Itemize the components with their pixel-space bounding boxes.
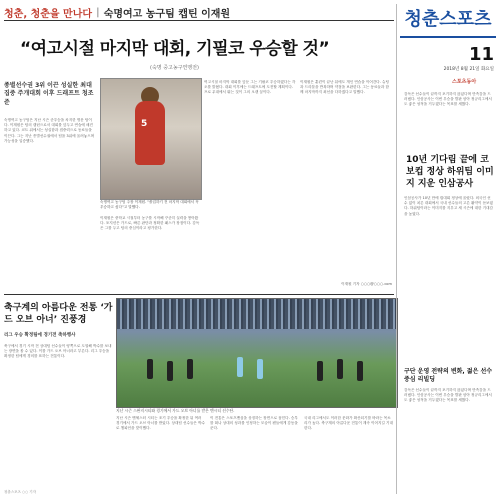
- article-subhead: 종별선수권 3위 이끈 성실한 최대집중 주개대회 이후 드래프트 청조준: [4, 82, 94, 106]
- section-header: [4, 4, 394, 21]
- player-photo: [100, 78, 202, 200]
- article-body-column: 이재원은 훈련이 끝난 뒤에도 개인 연습을 이어간다. 슈팅과 드리블을 반복하며 약점을 보완한다. 그는 동료들과 함께 마지막까지 최선을 다하겠다고 말했다.: [300, 80, 389, 95]
- article2-subhead: 리그 우승 확정팀에 경기전 축하행사: [4, 333, 76, 338]
- stadium-crowd: [117, 299, 397, 329]
- article2-body-column: 축구에서 경기 시작 전 상대팀 선수들이 양쪽으로 도열해 박수를 보내는 장면을 볼 수 있다. 이를 가드 오브 아너라고 부른다. 리그 우승을 확정한 팀에게 경의를 표하는 전통이다.: [4, 344, 112, 359]
- player-figure: [135, 101, 165, 165]
- article2-body-column: 국내 리그에서도 이러한 문화가 확산되기를 바라는 목소리가 높다. 축구계의 아름다운 전통이 계속 이어지길 기대한다.: [304, 416, 393, 431]
- article-byline: 이재원 기자 ○○○@○○○.com: [341, 282, 392, 286]
- sidebar-body-column: 인삼공사가 10년 만에 컵대회 정상에 올랐다. 외국인 선수 없이 치른 대회에서 국내 선수들의 고른 활약이 돋보였다. 하위팀이라는 이미지를 지우고 새 시즌에 대한 기대감을 높였다.: [404, 196, 493, 216]
- page-footer: 청춘스포츠 ○○ 기자: [4, 490, 36, 494]
- player-photo-caption: 숙명여고 농구팀 주장 이재원. "졸업하기 전 마지막 대회에서 꼭 우승하고 싶다"고 말했다.: [100, 200, 199, 209]
- article-headline: “여고시절 마지막 대회, 기필코 우승할 것”: [20, 39, 330, 59]
- stadium-photo-caption: 지난 시즌 스완지시티와 경기에서 가드 오브 아너를 받은 맨시티 선수단.: [116, 408, 235, 413]
- player-figure: [257, 359, 263, 379]
- sidebar-body-column: 감독은 선수들이 끝까지 포기하지 않았다며 만족감을 드러냈다. 인삼공사는 이번 우승을 발판 삼아 정규리그에서도 좋은 성적을 거두겠다는 목표를 세웠다.: [404, 92, 492, 107]
- column-divider: [396, 4, 397, 494]
- section-topic: 숙명여고 농구팀 캡틴 이재원: [103, 8, 231, 20]
- article-body-column: 숙명여고 농구팀은 지난 시즌 준우승을 차지한 명문 팀이다. 이재원은 팀의 캡틴으로서 대회를 앞두고 연습에 매진하고 있다. 코트 위에서는 성실함과 집중력으로 동료들을 이끈다. 그는 지난 종별선수권에서 팀을 3위에 올려놓으며 가능성을 입증했다.: [4, 118, 95, 143]
- section-separator: |: [96, 6, 100, 18]
- player-figure: [187, 359, 193, 379]
- player-figure: [167, 361, 173, 381]
- stadium-photo: [116, 298, 398, 408]
- article2-headline: 축구계의 아름다운 전통 ‘가드 오브 아너’ 진풍경: [4, 303, 113, 325]
- player-jersey-number: 5: [141, 119, 148, 129]
- player-figure: [147, 359, 153, 379]
- headline-credit: (숙명 중고농구연맹전): [150, 65, 199, 71]
- sidebar-body-column: 감독은 선수들이 끝까지 포기하지 않았다며 만족감을 드러냈다. 인삼공사는 이번 우승을 발판 삼아 정규리그에서도 좋은 성적을 거두겠다는 목표를 세웠다.: [404, 388, 492, 403]
- sidebar-subheadline: 구단 운영 전략의 변화, 젊은 선수 중심 리빌딩: [404, 368, 493, 383]
- issue-date: 2018년 8월 21일 화요일: [443, 67, 494, 72]
- article-divider: [4, 294, 394, 295]
- player-figure: [317, 361, 323, 381]
- article-body-column: 이재원은 중학교 시절부터 농구를 시작해 꾸준히 실력을 쌓아왔다. 포지션은 가드로, 빠른 판단과 정확한 패스가 장점이다. 감독은 그를 두고 팀의 중심이라고 평가한다.: [100, 216, 200, 231]
- page-number: 11: [468, 44, 494, 65]
- section-label: 청춘, 청춘을 만나다: [4, 8, 93, 20]
- article2-body-column: 이 전통은 스포츠맨십을 상징하는 장면으로 꼽힌다. 승부를 떠나 상대의 성과를 인정하는 모습이 팬들에게 감동을 준다.: [210, 416, 298, 431]
- player-figure: [237, 357, 243, 377]
- player-figure: [357, 361, 363, 381]
- article-body-column: 여고시절 마지막 대회를 앞둔 그는 기필코 우승하겠다는 각오를 밝혔다. 대회 이후에는 드래프트에 도전할 계획이다. 프로 무대에서 뛰는 것이 그의 오랜 꿈이다.: [204, 80, 296, 95]
- article2-body-column: 지난 시즌 맨체스터 시티는 조기 우승을 확정한 뒤 여러 경기에서 가드 오브 아너를 받았다. 상대팀 선수들은 박수로 챔피언을 맞이했다.: [116, 416, 205, 431]
- player-figure: [337, 359, 343, 379]
- sidebar-headline: 10년 기다림 끝에 코보컵 정상 하위팀 이미지 지운 인삼공사: [406, 155, 494, 189]
- publication-logo: 청춘스포츠: [400, 4, 496, 38]
- partner-logo: 스포츠동아: [452, 79, 477, 85]
